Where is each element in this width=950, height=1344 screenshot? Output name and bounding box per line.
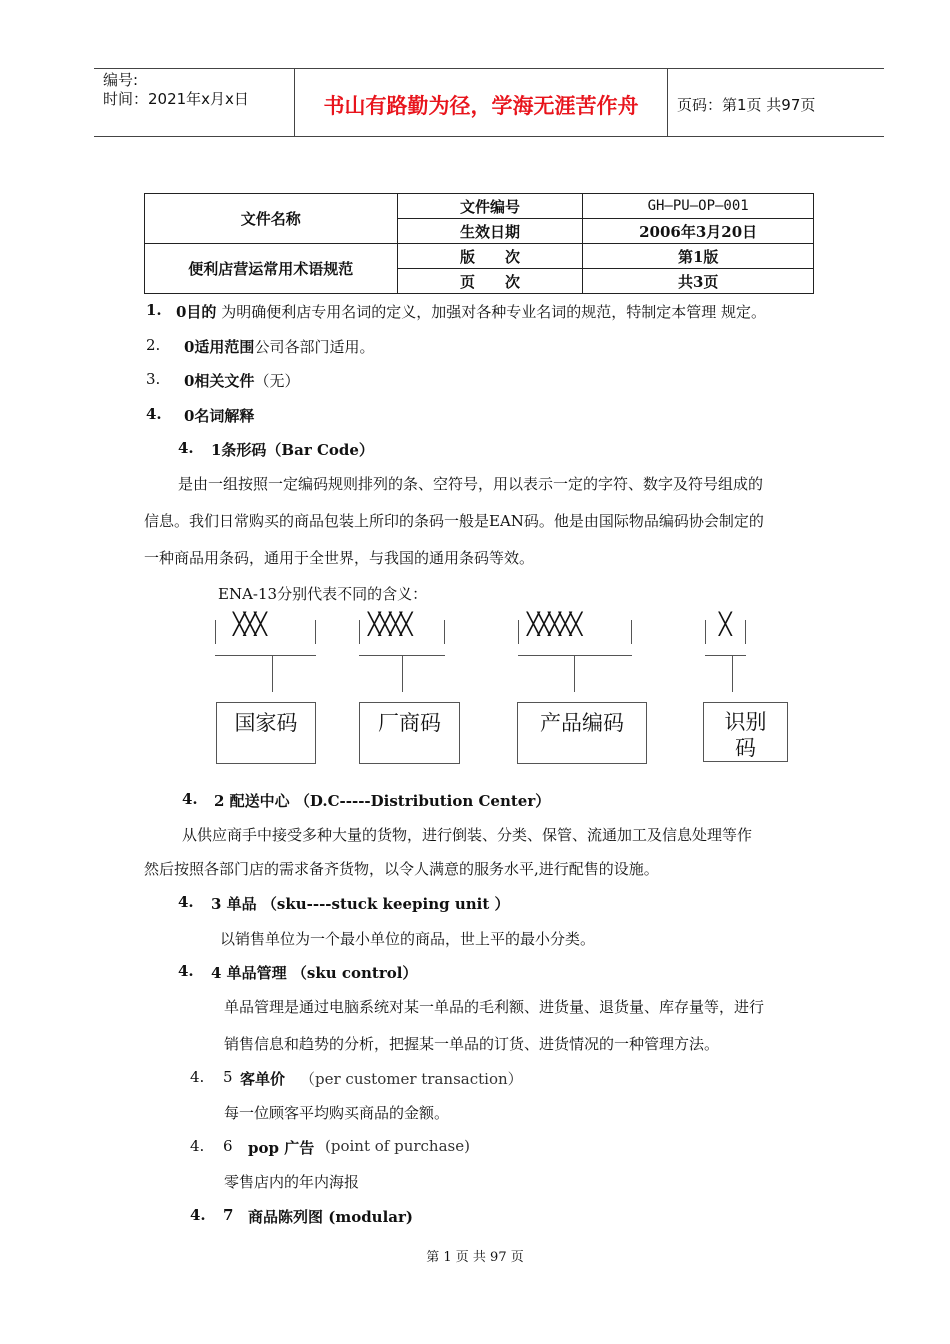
row-value: GH—PU—OP—001 <box>583 194 814 219</box>
row-label: 版 次 <box>397 244 583 269</box>
paragraph-line: 是由一组按照一定编码规则排列的条、空符号，用以表示一定的字符、数字及符号组成的 <box>178 475 764 493</box>
term-number: 4. <box>178 893 194 911</box>
paragraph-line: 单品管理是通过电脑系统对某一单品的毛利额、进货量、退货量、库存量等，进行 <box>224 998 765 1016</box>
bracket-right <box>315 620 316 644</box>
product-code-box: 产品编码 <box>517 702 647 764</box>
section-text: 公司各部门适用。 <box>254 338 375 356</box>
bracket-left <box>705 620 706 644</box>
term-number: 4. <box>178 439 194 457</box>
term-index: 5 <box>223 1068 233 1086</box>
term-title: 商品陈列图 (modular) <box>248 1208 414 1226</box>
header-time: 时间：2021年x月x日 <box>103 90 249 108</box>
doc-name-value: 便利店营运常用术语规范 <box>145 244 398 294</box>
header-bottom-rule <box>94 136 884 137</box>
row-value: 第1版 <box>583 244 814 269</box>
page-footer: 第 1 页 共 97 页 <box>426 1250 524 1265</box>
section-number: 4. <box>146 405 162 423</box>
paragraph-line: 然后按照各部门店的需求备齐货物，以令人满意的服务水平,进行配售的设施。 <box>144 860 659 878</box>
section-title: 0名词解释 <box>184 407 255 425</box>
paragraph-line: 从供应商手中接受多种大量的货物，进行倒装、分类、保管、流通加工及信息处理等作 <box>182 826 753 844</box>
digit-marks: ╳╳╳╳╳ <box>527 612 581 636</box>
bracket-left <box>518 620 519 644</box>
paragraph-line: 信息。我们日常购买的商品包装上所印的条码一般是EAN码。他是由国际物品编码协会制定的 <box>144 512 764 530</box>
section-number: 3. <box>146 370 161 388</box>
term-number: 4. <box>190 1068 205 1086</box>
term-index: 6 <box>223 1137 233 1155</box>
connector-line <box>574 655 575 692</box>
term-title: 1条形码（Bar Code） <box>211 441 374 459</box>
row-label: 页 次 <box>397 269 583 294</box>
term-number: 4. <box>190 1206 206 1224</box>
bracket-left <box>215 620 216 644</box>
term-title: 4 单品管理 （sku control） <box>211 964 418 982</box>
connector-line <box>732 655 733 692</box>
term-number: 4. <box>190 1137 205 1155</box>
section-text: （无） <box>254 372 300 390</box>
header-motto: 书山有路勤为径，学海无涯苦作舟 <box>323 94 639 118</box>
header-serial: 编号: <box>103 71 139 89</box>
term-number: 4. <box>178 962 194 980</box>
section-title: 0相关文件 <box>184 372 255 390</box>
manufacturer-code-box: 厂商码 <box>359 702 460 764</box>
section-2 <box>184 336 374 357</box>
header-divider-right <box>667 68 668 136</box>
row-value: 共3页 <box>583 269 814 294</box>
row-label: 生效日期 <box>397 219 583 244</box>
term-title: 客单价 <box>240 1070 286 1088</box>
term-number: 4. <box>182 790 198 808</box>
table-row <box>145 194 814 219</box>
header-page-number: 页码：第1页 共97页 <box>677 96 816 114</box>
term-index: 7 <box>223 1206 234 1224</box>
bracket-right <box>444 620 445 644</box>
ena-caption: ENA-13分别代表不同的含义： <box>218 585 428 603</box>
bracket-right <box>745 620 746 644</box>
doc-name-label: 文件名称 <box>145 194 398 244</box>
digit-marks: ╳ <box>719 612 730 636</box>
country-code-box: 国家码 <box>216 702 316 764</box>
header-top-rule <box>94 68 884 69</box>
term-english: （per customer transaction） <box>300 1070 523 1088</box>
term-english: (point of purchase) <box>325 1137 470 1155</box>
digit-marks: ╳╳╳╳ <box>368 612 411 636</box>
row-value: 2006年3月20日 <box>583 219 814 244</box>
paragraph-line: 一种商品用条码，通用于全世界，与我国的通用条码等效。 <box>144 549 535 567</box>
section-3 <box>184 370 299 391</box>
term-title: 3 单品 （sku----stuck keeping unit ） <box>211 895 510 913</box>
document-info-table <box>144 193 814 294</box>
bracket-right <box>631 620 632 644</box>
connector-line <box>402 655 403 692</box>
section-1 <box>176 301 766 322</box>
check-digit-box: 识别码 <box>703 702 788 762</box>
row-label: 文件编号 <box>397 194 583 219</box>
section-number: 1. <box>146 301 162 319</box>
bracket-base <box>518 655 632 656</box>
table-row <box>145 244 814 269</box>
connector-line <box>272 655 273 692</box>
section-title: 0目的 <box>176 303 217 321</box>
bracket-base <box>705 655 746 656</box>
digit-marks: ╳╳╳ <box>233 612 265 636</box>
paragraph-line: 零售店内的年内海报 <box>224 1173 360 1191</box>
term-title: 2 配送中心 （D.C-----Distribution Center） <box>214 792 551 810</box>
paragraph-line: 以销售单位为一个最小单位的商品，世上平的最小分类。 <box>220 930 596 948</box>
section-number: 2. <box>146 336 161 354</box>
paragraph-line: 每一位顾客平均购买商品的金额。 <box>224 1104 450 1122</box>
header-divider-left <box>294 68 295 136</box>
bracket-base <box>215 655 316 656</box>
paragraph-line: 销售信息和趋势的分析，把握某一单品的订货、进货情况的一种管理方法。 <box>224 1035 720 1053</box>
term-title: pop 广告 <box>248 1139 315 1157</box>
bracket-left <box>359 620 360 644</box>
section-text: 为明确便利店专用名词的定义，加强对各种专业名词的规范，特制定本管理 规定。 <box>216 303 766 321</box>
section-title: 0适用范围 <box>184 338 255 356</box>
